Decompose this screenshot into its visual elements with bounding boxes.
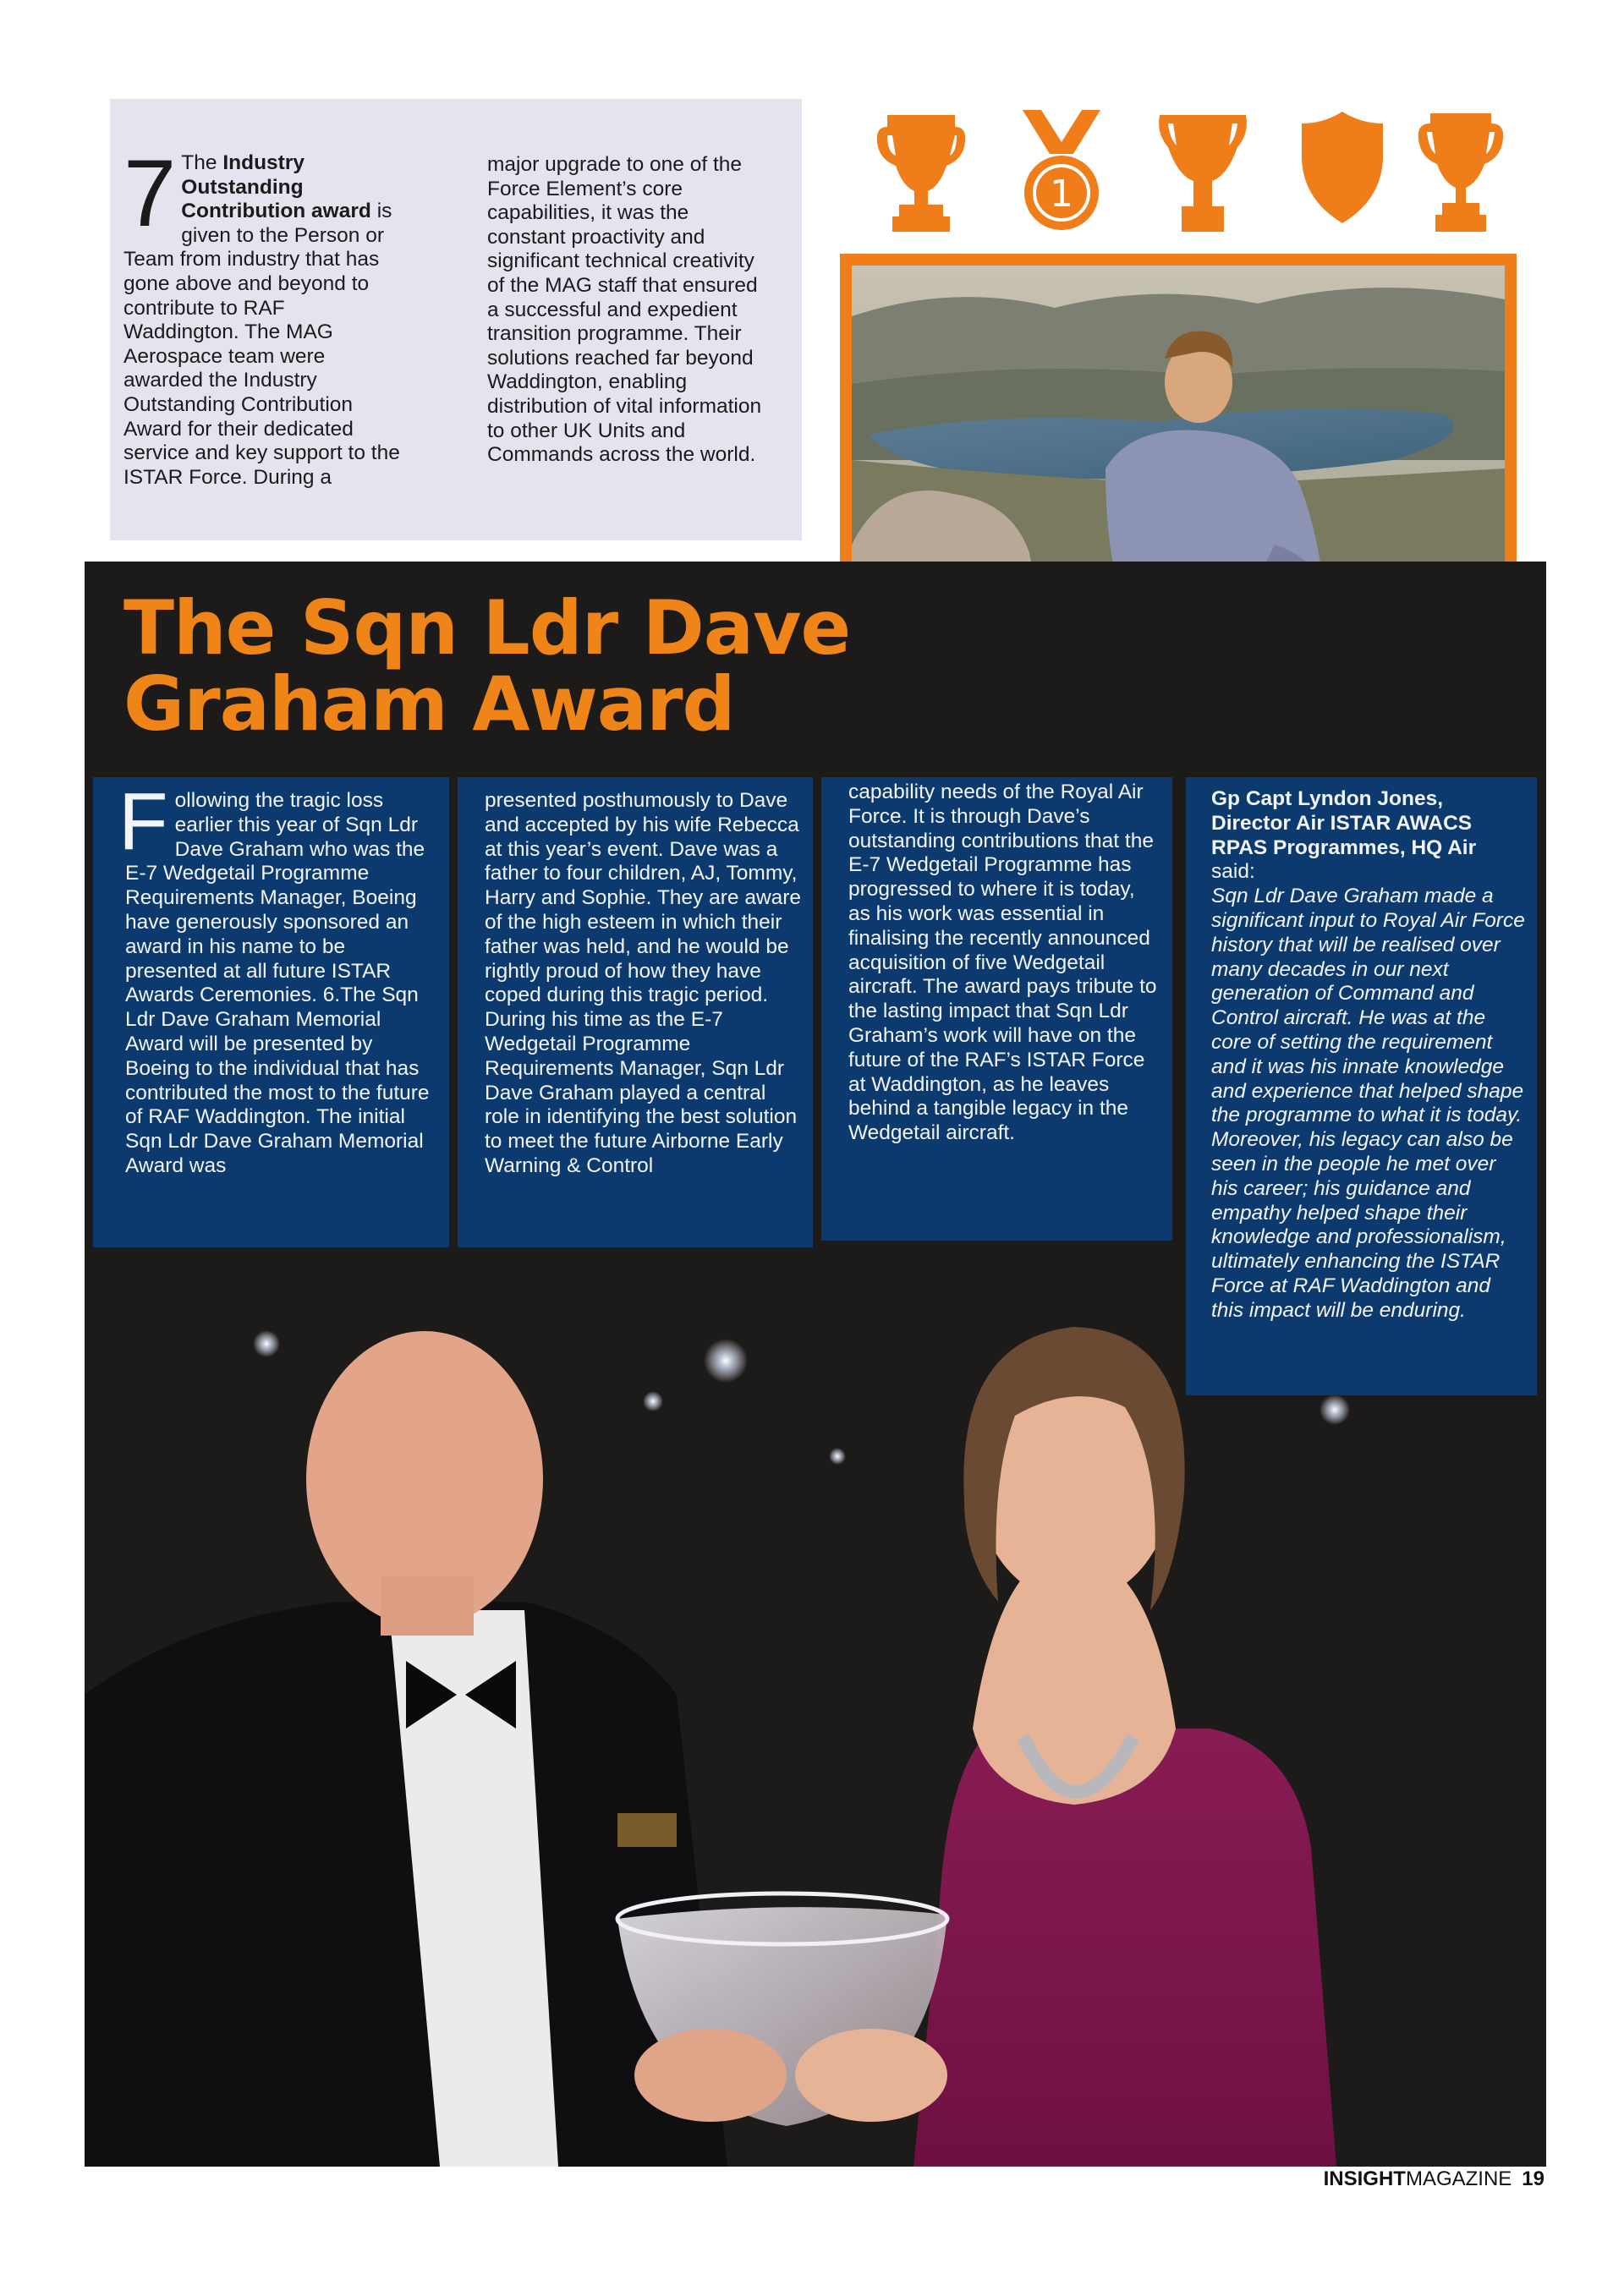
trophy-icon-row <box>875 108 1503 235</box>
article-column-1 <box>93 777 449 1247</box>
intro-lead-text: The <box>181 151 217 174</box>
intro-award-name: Industry Outstanding Contribution award <box>181 151 371 223</box>
intro-column-1 <box>123 140 403 490</box>
cup-trophy-icon <box>875 108 967 235</box>
footer-brand-light: MAGAZINE <box>1405 2167 1512 2190</box>
page-number: 19 <box>1522 2167 1544 2190</box>
intro-col1-text: is given to the Person or Team from industry that has gone above and beyond to contribute to RAF Waddington. The MAG Aerospace team were awarded the Industry Outstanding Contribution Award for their dedicated service and key support to the ISTAR Force. During a <box>123 200 400 489</box>
medal-number: 1 <box>1050 173 1073 216</box>
intro-col2-text: major upgrade to one of the Force Element’s core capabilities, it was the constant proactivity and significant technical creativity of the MAG staff that ensured a successful and expedient transition programme. Their solutions reached far beyond Waddington, enabling distribution of vital information to other UK Units and Commands across the world. <box>487 153 762 467</box>
goblet-trophy-icon <box>1156 108 1249 235</box>
page-footer <box>1324 2167 1544 2192</box>
cup-trophy-icon <box>1417 108 1505 235</box>
quote-box <box>1186 777 1537 1395</box>
medal-icon <box>1018 108 1106 235</box>
article-col3-text: capability needs of the Royal Air Force. It is through Dave’s outstanding contributions that the E-7 Wedgetail Programme has progressed to where it is today, as his work was essential in finalising the recently announced acquisition of five Wedgetail aircraft. The award pays tribute to the lasting impact that Sqn Ldr Graham’s work will have on the future of the RAF’s ISTAR Force at Waddington, as he leaves behind a tangible legacy in the Wedgetail aircraft. <box>848 781 1157 1145</box>
quote-said: said: <box>1211 860 1255 884</box>
article-col1-text: ollowing the tragic loss earlier this year of Sqn Ldr Dave Graham who was the E-7 Wedgetail Programme Requirements Manager, Boeing have generously sponsored an award in his name to be presented at all future ISTAR Awards Ceremonies. 6.The Sqn Ldr Dave Graham Memorial Award will be presented by Boeing to the individual that has contributed the most to the future of RAF Waddington. The initial Sqn Ldr Dave Graham Memorial Award was <box>125 789 430 1177</box>
intro-dropcap: 7 <box>123 140 177 246</box>
award-panel <box>85 562 1546 2167</box>
shield-icon <box>1300 108 1385 227</box>
quote-speaker: Gp Capt Lyndon Jones, Director Air ISTAR AWACS RPAS Programmes, HQ Air <box>1211 787 1477 859</box>
article-column-3 <box>821 777 1172 1241</box>
intro-box <box>110 99 802 540</box>
article-column-2 <box>458 777 813 1247</box>
footer-brand-bold: INSIGHT <box>1323 2167 1406 2190</box>
intro-column-2 <box>487 153 766 468</box>
article-col2-text: presented posthumously to Dave and accepted by his wife Rebecca at this year’s event. Dave was a father to four children, AJ, Tommy, Harry and Sophie. They are aware of the high esteem in which their father was held, and he would be rightly proud of how they have coped during this tragic period. During his time as the E-7 Wedgetail Programme Requirements Manager, Sqn Ldr Dave Graham played a central role in identifying the best solution to meet the future Airborne Early Warning & Control <box>485 789 802 1177</box>
award-title: The Sqn Ldr Dave Graham Award <box>123 584 851 748</box>
article-dropcap: F <box>118 776 168 867</box>
quote-text: Sqn Ldr Dave Graham made a significant input to Royal Air Force history that will be realised over many decades in our next generation of Command and Control aircraft. He was at the core of setting the requirement and it was his innate knowledge and experience that helped shape the programme to what it is today. Moreover, his legacy can also be seen in the people he met over his career; his guidance and empathy helped shape their knowledge and professionalism, ultimately enhancing the ISTAR Force at RAF Waddington and this impact will be enduring. <box>1211 885 1525 1322</box>
